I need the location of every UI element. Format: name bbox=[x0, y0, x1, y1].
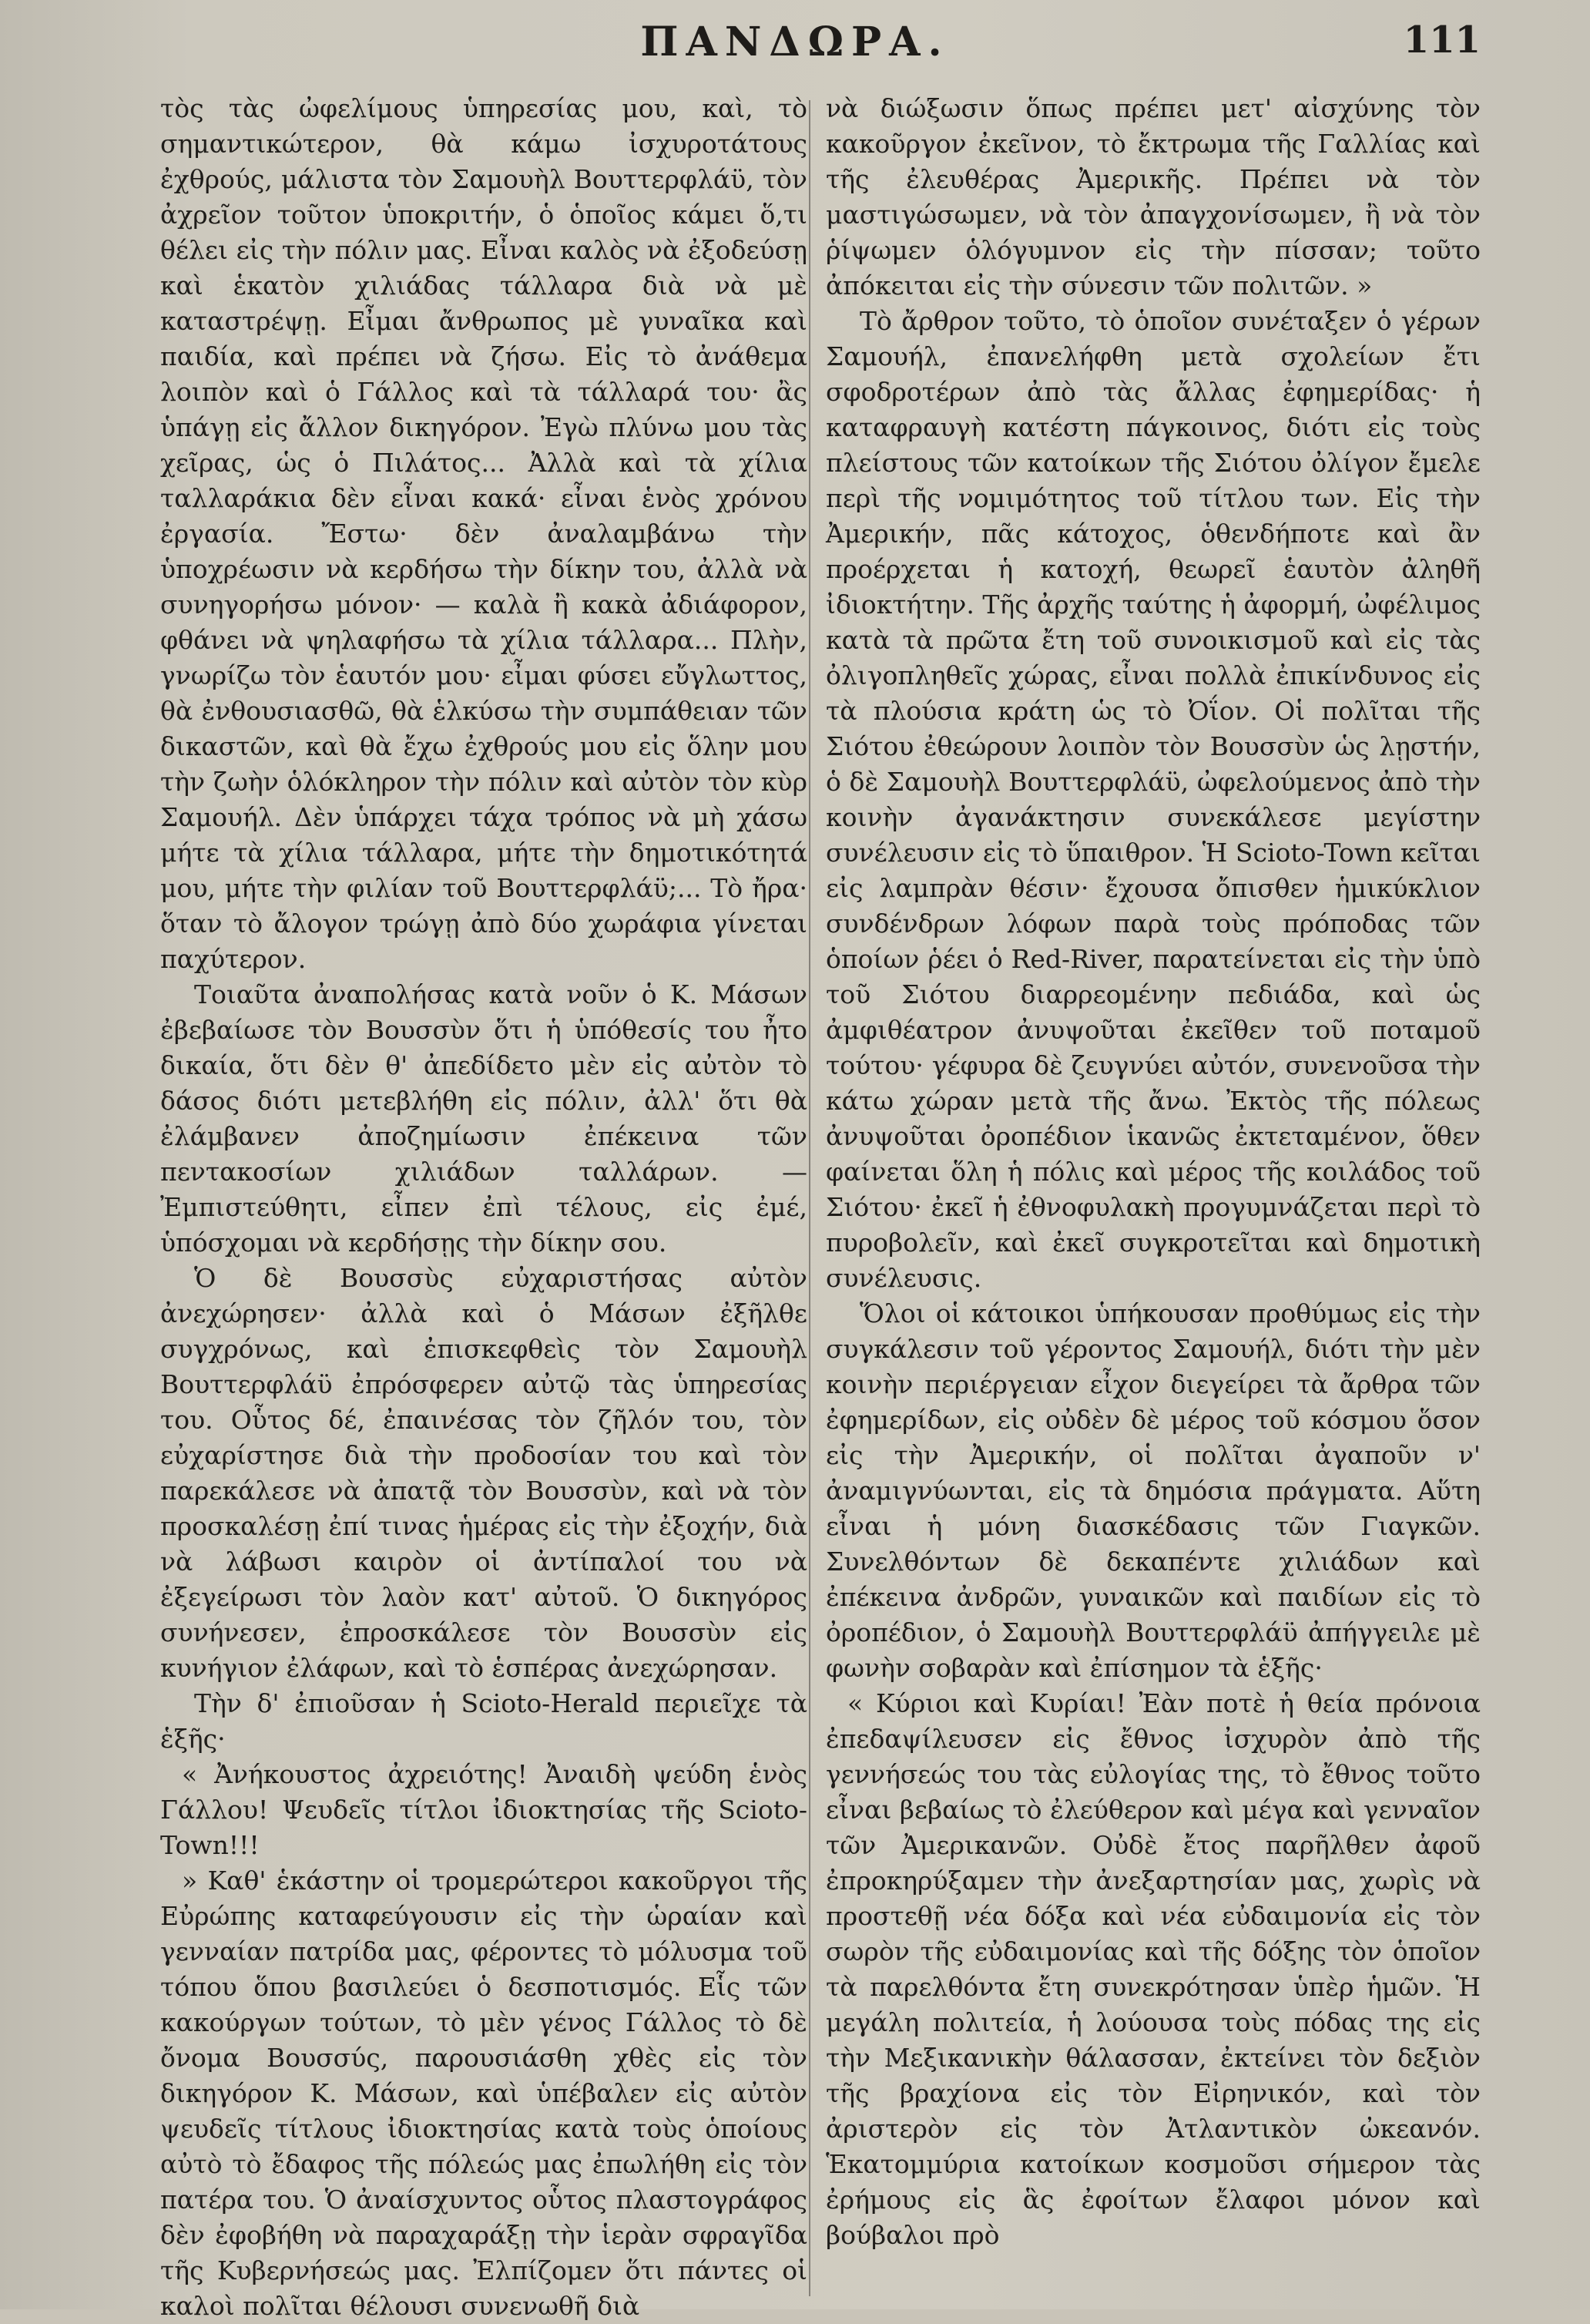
page-number: 111 bbox=[1403, 18, 1481, 62]
page-header bbox=[0, 8, 1590, 82]
paragraph: Ὁ δὲ Βουσσὺς εὐχαριστήσας αὐτὸν ἀνεχώρησεν· ἀλλὰ καὶ ὁ Μάσων ἐξῆλθε συγχρόνως, καὶ ἐπισκεφθεὶς τὸν Σαμουὴλ Βουττερφλάϋ ἐπρόσφερεν αὐτῷ τὰς ὑπηρεσίας του. Οὗτος δέ, ἐπαινέσας τὸν ζῆλόν του, τὸν εὐχαρίστησε διὰ τὴν προδοσίαν του καὶ τὸν παρεκάλεσε νὰ ἀπατᾷ τὸν Βουσσὺν, καὶ νὰ τὸν προσκαλέσῃ ἐπί τινας ἡμέρας εἰς τὴν ἐξοχήν, διὰ νὰ λάβωσι καιρὸν οἱ ἀντίπαλοί του νὰ ἐξεγείρωσι τὸν λαὸν κατ' αὐτοῦ. Ὁ δικηγόρος συνήνεσεν, ἐπροσκάλεσε τὸν Βουσσὺν εἰς κυνήγιον ἐλάφων, καὶ τὸ ἑσπέρας ἀνεχώρησαν. bbox=[160, 1263, 807, 1683]
quoted-paragraph: « Κύριοι καὶ Κυρίαι! Ἐὰν ποτὲ ἡ θεία πρόνοια ἐπεδαψίλευσεν εἰς ἔθνος ἰσχυρὸν ἀπὸ τῆς γεννήσεώς του τὰς εὐλογίας της, τὸ ἔθνος τοῦτο εἶναι βεβαίως τὸ ἐλεύθερον καὶ μέγα καὶ γενναῖον τῶν Ἀμερικανῶν. Οὐδὲ ἔτος παρῆλθεν ἀφοῦ ἐπροκηρύξαμεν τὴν ἀνεξαρτησίαν μας, χωρὶς νὰ προστεθῇ νέα δόξα καὶ νέα εὐδαιμονία εἰς τὸν σωρὸν τῆς εὐδαιμονίας καὶ τῆς δόξης τὸν ὁποῖον τὰ παρελθόντα ἔτη συνεκρότησαν ὑπὲρ ἡμῶν. Ἡ μεγάλη πολιτεία, ἡ λούουσα τοὺς πόδας της εἰς τὴν Μεξικανικὴν θάλασσαν, ἐκτείνει τὸν δεξιὸν τῆς βραχίονα εἰς τὸν Εἰρηνικόν, καὶ τὸν ἀριστερὸν εἰς τὸν Ἀτλαντικὸν ὠκεανόν. Ἑκατομμύρια κατοίκων κοσμοῦσι σήμερον τὰς ἐρήμους εἰς ἃς ἐφοίτων ἔλαφοι μόνον καὶ βούβαλοι πρὸ bbox=[826, 1688, 1481, 2250]
paragraph: Τὸ ἄρθρον τοῦτο, τὸ ὁποῖον συνέταξεν ὁ γέρων Σαμουήλ, ἐπανελήφθη μετὰ σχολείων ἔτι σφοδροτέρων ἀπὸ τὰς ἄλλας ἐφημερίδας· ἡ καταφραυγὴ κατέστη πάγκοινος, διότι εἰς τοὺς πλείστους τῶν κατοίκων τῆς Σιότου ὀλίγον ἔμελε περὶ τῆς νομιμότητος τοῦ τίτλου των. Εἰς τὴν Ἀμερικήν, πᾶς κάτοχος, ὁθενδήποτε καὶ ἂν προέρχεται ἡ κατοχή, θεωρεῖ ἑαυτὸν ἀληθῆ ἰδιοκτήτην. Τῆς ἀρχῆς ταύτης ἡ ἀφορμή, ὠφέλιμος κατὰ τὰ πρῶτα ἔτη τοῦ συνοικισμοῦ καὶ εἰς τὰς ὀλιγοπληθεῖς χώρας, εἶναι πολλὰ ἐπικίνδυνος εἰς τὰ πλούσια κράτη ὡς τὸ Ὀΐον. Οἱ πολῖται τῆς Σιότου ἐθεώρουν λοιπὸν τὸν Βουσσὺν ὡς λῃστήν, ὁ δὲ Σαμουὴλ Βουττερφλάϋ, ὠφελούμενος ἀπὸ τὴν κοινὴν ἀγανάκτησιν συνεκάλεσε μεγίστην συνέλευσιν εἰς τὸ ὕπαιθρον. Ἡ Scioto-Town κεῖται εἰς λαμπρὰν θέσιν· ἔχουσα ὄπισθεν ἡμικύκλιον συνδένδρων λόφων παρὰ τοὺς πρόποδας τῶν ὁποίων ῥέει ὁ Red-River, παρατείνεται εἰς τὴν ὑπὸ τοῦ Σιότου διαρρεομένην πεδιάδα, καὶ ὡς ἀμφιθέατρον ἀνυψοῦται ἐκεῖθεν τοῦ ποταμοῦ τούτου· γέφυρα δὲ ζευγνύει αὐτόν, συνενοῦσα τὴν κάτω χώραν μετὰ τῆς ἄνω. Ἐκτὸς τῆς πόλεως ἀνυψοῦται ὀροπέδιον ἱκανῶς ἐκτεταμένον, ὅθεν φαίνεται ὅλη ἡ πόλις καὶ μέρος τῆς κοιλάδος τοῦ Σιότου· ἐκεῖ ἡ ἐθνοφυλακὴ προγυμνάζεται περὶ τὸ πυροβολεῖν, καὶ ἐκεῖ συγκροτεῖται καὶ δημοτικὴ συνέλευσις. bbox=[826, 306, 1481, 1293]
quoted-paragraph: » Καθ' ἑκάστην οἱ τρομερώτεροι κακοῦργοι τῆς Εὐρώπης καταφεύγουσιν εἰς τὴν ὡραίαν καὶ γενναίαν πατρίδα μας, φέροντες τὸ μόλυσμα τοῦ τόπου ὅπου βασιλεύει ὁ δεσποτισμός. Εἷς τῶν κακούργων τούτων, τὸ μὲν γένος Γάλλος τὸ δὲ ὄνομα Βουσσύς, παρουσιάσθη χθὲς εἰς τὸν δικηγόρον Κ. Μάσων, καὶ ὑπέβαλεν εἰς αὐτὸν ψευδεῖς τίτλους ἰδιοκτησίας κατὰ τοὺς ὁποίους αὐτὸ τὸ ἔδαφος τῆς πόλεώς μας ἐπωλήθη εἰς τὸν πατέρα του. Ὁ ἀναίσχυντος οὗτος πλαστογράφος δὲν ἐφοβήθη νὰ παραχαράξῃ τὴν ἱερὰν σφραγῖδα τῆς Κυβερνήσεώς μας. Ἐλπίζομεν ὅτι πάντες οἱ καλοὶ πολῖται θέλουσι συνενωθῆ διὰ bbox=[160, 1866, 807, 2321]
paragraph: Ὅλοι οἱ κάτοικοι ὑπήκουσαν προθύμως εἰς τὴν συγκάλεσιν τοῦ γέροντος Σαμουήλ, διότι τὴν μὲν κοινὴν περιέργειαν εἶχον διεγείρει τὰ ἄρθρα τῶν ἐφημερίδων, εἰς οὐδὲν δὲ μέρος τοῦ κόσμου ὅσον εἰς τὴν Ἀμερικήν, οἱ πολῖται ἀγαποῦν ν' ἀναμιγνύωνται, εἰς τὰ δημόσια πράγματα. Αὕτη εἶναι ἡ μόνη διασκέδασις τῶν Γιαγκῶν. Συνελθόντων δὲ δεκαπέντε χιλιάδων καὶ ἐπέκεινα ἀνδρῶν, γυναικῶν καὶ παιδίων εἰς τὸ ὀροπέδιον, ὁ Σαμουὴλ Βουττερφλάϋ ἀπήγγειλε μὲ φωνὴν σοβαρὰν καὶ ἐπίσημον τὰ ἑξῆς· bbox=[826, 1298, 1481, 1683]
paragraph: νὰ διώξωσιν ὅπως πρέπει μετ' αἰσχύνης τὸν κακοῦργον ἐκεῖνον, τὸ ἔκτρωμα τῆς Γαλλίας καὶ τῆς ἐλευθέρας Ἀμερικῆς. Πρέπει νὰ τὸν μαστιγώσωμεν, νὰ τὸν ἀπαγχονίσωμεν, ἢ νὰ τὸν ῥίψωμεν ὁλόγυμνον εἰς τὴν πίσσαν; τοῦτο ἀπόκειται εἰς τὴν σύνεσιν τῶν πολιτῶν. » bbox=[826, 93, 1481, 301]
journal-title: ΠΑΝΔΩΡΑ. bbox=[640, 18, 950, 65]
quoted-paragraph: « Ἀνήκουστος ἀχρειότης! Ἀναιδὴ ψεύδη ἑνὸς Γάλλου! Ψευδεῖς τίτλοι ἰδιοκτησίας τῆς Scioto-Town!!! bbox=[160, 1759, 807, 1860]
right-column bbox=[826, 91, 1481, 2253]
paragraph: τὸς τὰς ὠφελίμους ὑπηρεσίας μου, καὶ, τὸ σημαντικώτερον, θὰ κάμω ἰσχυροτάτους ἐχθρούς, μάλιστα τὸν Σαμουὴλ Βουττερφλάϋ, τὸν ἀχρεῖον τοῦτον ὑποκριτήν, ὁ ὁποῖος κάμει ὅ,τι θέλει εἰς τὴν πόλιν μας. Εἶναι καλὸς νὰ ἐξοδεύσῃ καὶ ἑκατὸν χιλιάδας τάλλαρα διὰ νὰ μὲ καταστρέψῃ. Εἶμαι ἄνθρωπος μὲ γυναῖκα καὶ παιδία, καὶ πρέπει νὰ ζήσω. Εἰς τὸ ἀνάθεμα λοιπὸν καὶ ὁ Γάλλος καὶ τὰ τάλλαρά του· ἂς ὑπάγῃ εἰς ἄλλον δικηγόρον. Ἐγὼ πλύνω μου τὰς χεῖρας, ὡς ὁ Πιλάτος... Ἀλλὰ καὶ τὰ χίλια ταλλαράκια δὲν εἶναι κακά· εἶναι ἑνὸς χρόνου ἐργασία. Ἔστω· δὲν ἀναλαμβάνω τὴν ὑποχρέωσιν νὰ κερδήσω τὴν δίκην του, ἀλλὰ νὰ συνηγορήσω μόνον· — καλὰ ἢ κακὰ ἀδιάφορον, φθάνει νὰ ψηλαφήσω τὰ χίλια τάλλαρα... Πλὴν, γνωρίζω τὸν ἑαυτόν μου· εἶμαι φύσει εὔγλωττος, θὰ ἐνθουσιασθῶ, θὰ ἑλκύσω τὴν συμπάθειαν τῶν δικαστῶν, καὶ θὰ ἔχω ἐχθρούς μου εἰς ὅλην μου τὴν ζωὴν ὁλόκληρον τὴν πόλιν καὶ αὐτὸν τὸν κὺρ Σαμουήλ. Δὲν ὑπάρχει τάχα τρόπος νὰ μὴ χάσω μήτε τὰ χίλια τάλλαρα, μήτε τὴν δημοτικότητά μου, μήτε τὴν φιλίαν τοῦ Βουττερφλάϋ;... Τὸ ἤρα· ὅταν τὸ ἄλογον τρώγῃ ἀπὸ δύο χωράφια γίνεται παχύτερον. bbox=[160, 93, 807, 974]
left-column bbox=[160, 91, 807, 2324]
paragraph: Τὴν δ' ἐπιοῦσαν ἡ Scioto-Herald περιεῖχε τὰ ἑξῆς· bbox=[160, 1688, 807, 1754]
paragraph: Τοιαῦτα ἀναπολήσας κατὰ νοῦν ὁ Κ. Μάσων ἐβεβαίωσε τὸν Βουσσὺν ὅτι ἡ ὑπόθεσίς του ἦτο δικαία, ὅτι δὲν θ' ἀπεδίδετο μὲν εἰς αὐτὸν τὸ δάσος διότι μετεβλήθη εἰς πόλιν, ἀλλ' ὅτι θὰ ἐλάμβανεν ἀποζημίωσιν ἐπέκεινα τῶν πεντακοσίων χιλιάδων ταλλάρων. — Ἐμπιστεύθητι, εἶπεν ἐπὶ τέλους, εἰς ἐμέ, ὑπόσχομαι νὰ κερδήσῃς τὴν δίκην σου. bbox=[160, 979, 807, 1258]
column-divider bbox=[809, 100, 810, 2296]
